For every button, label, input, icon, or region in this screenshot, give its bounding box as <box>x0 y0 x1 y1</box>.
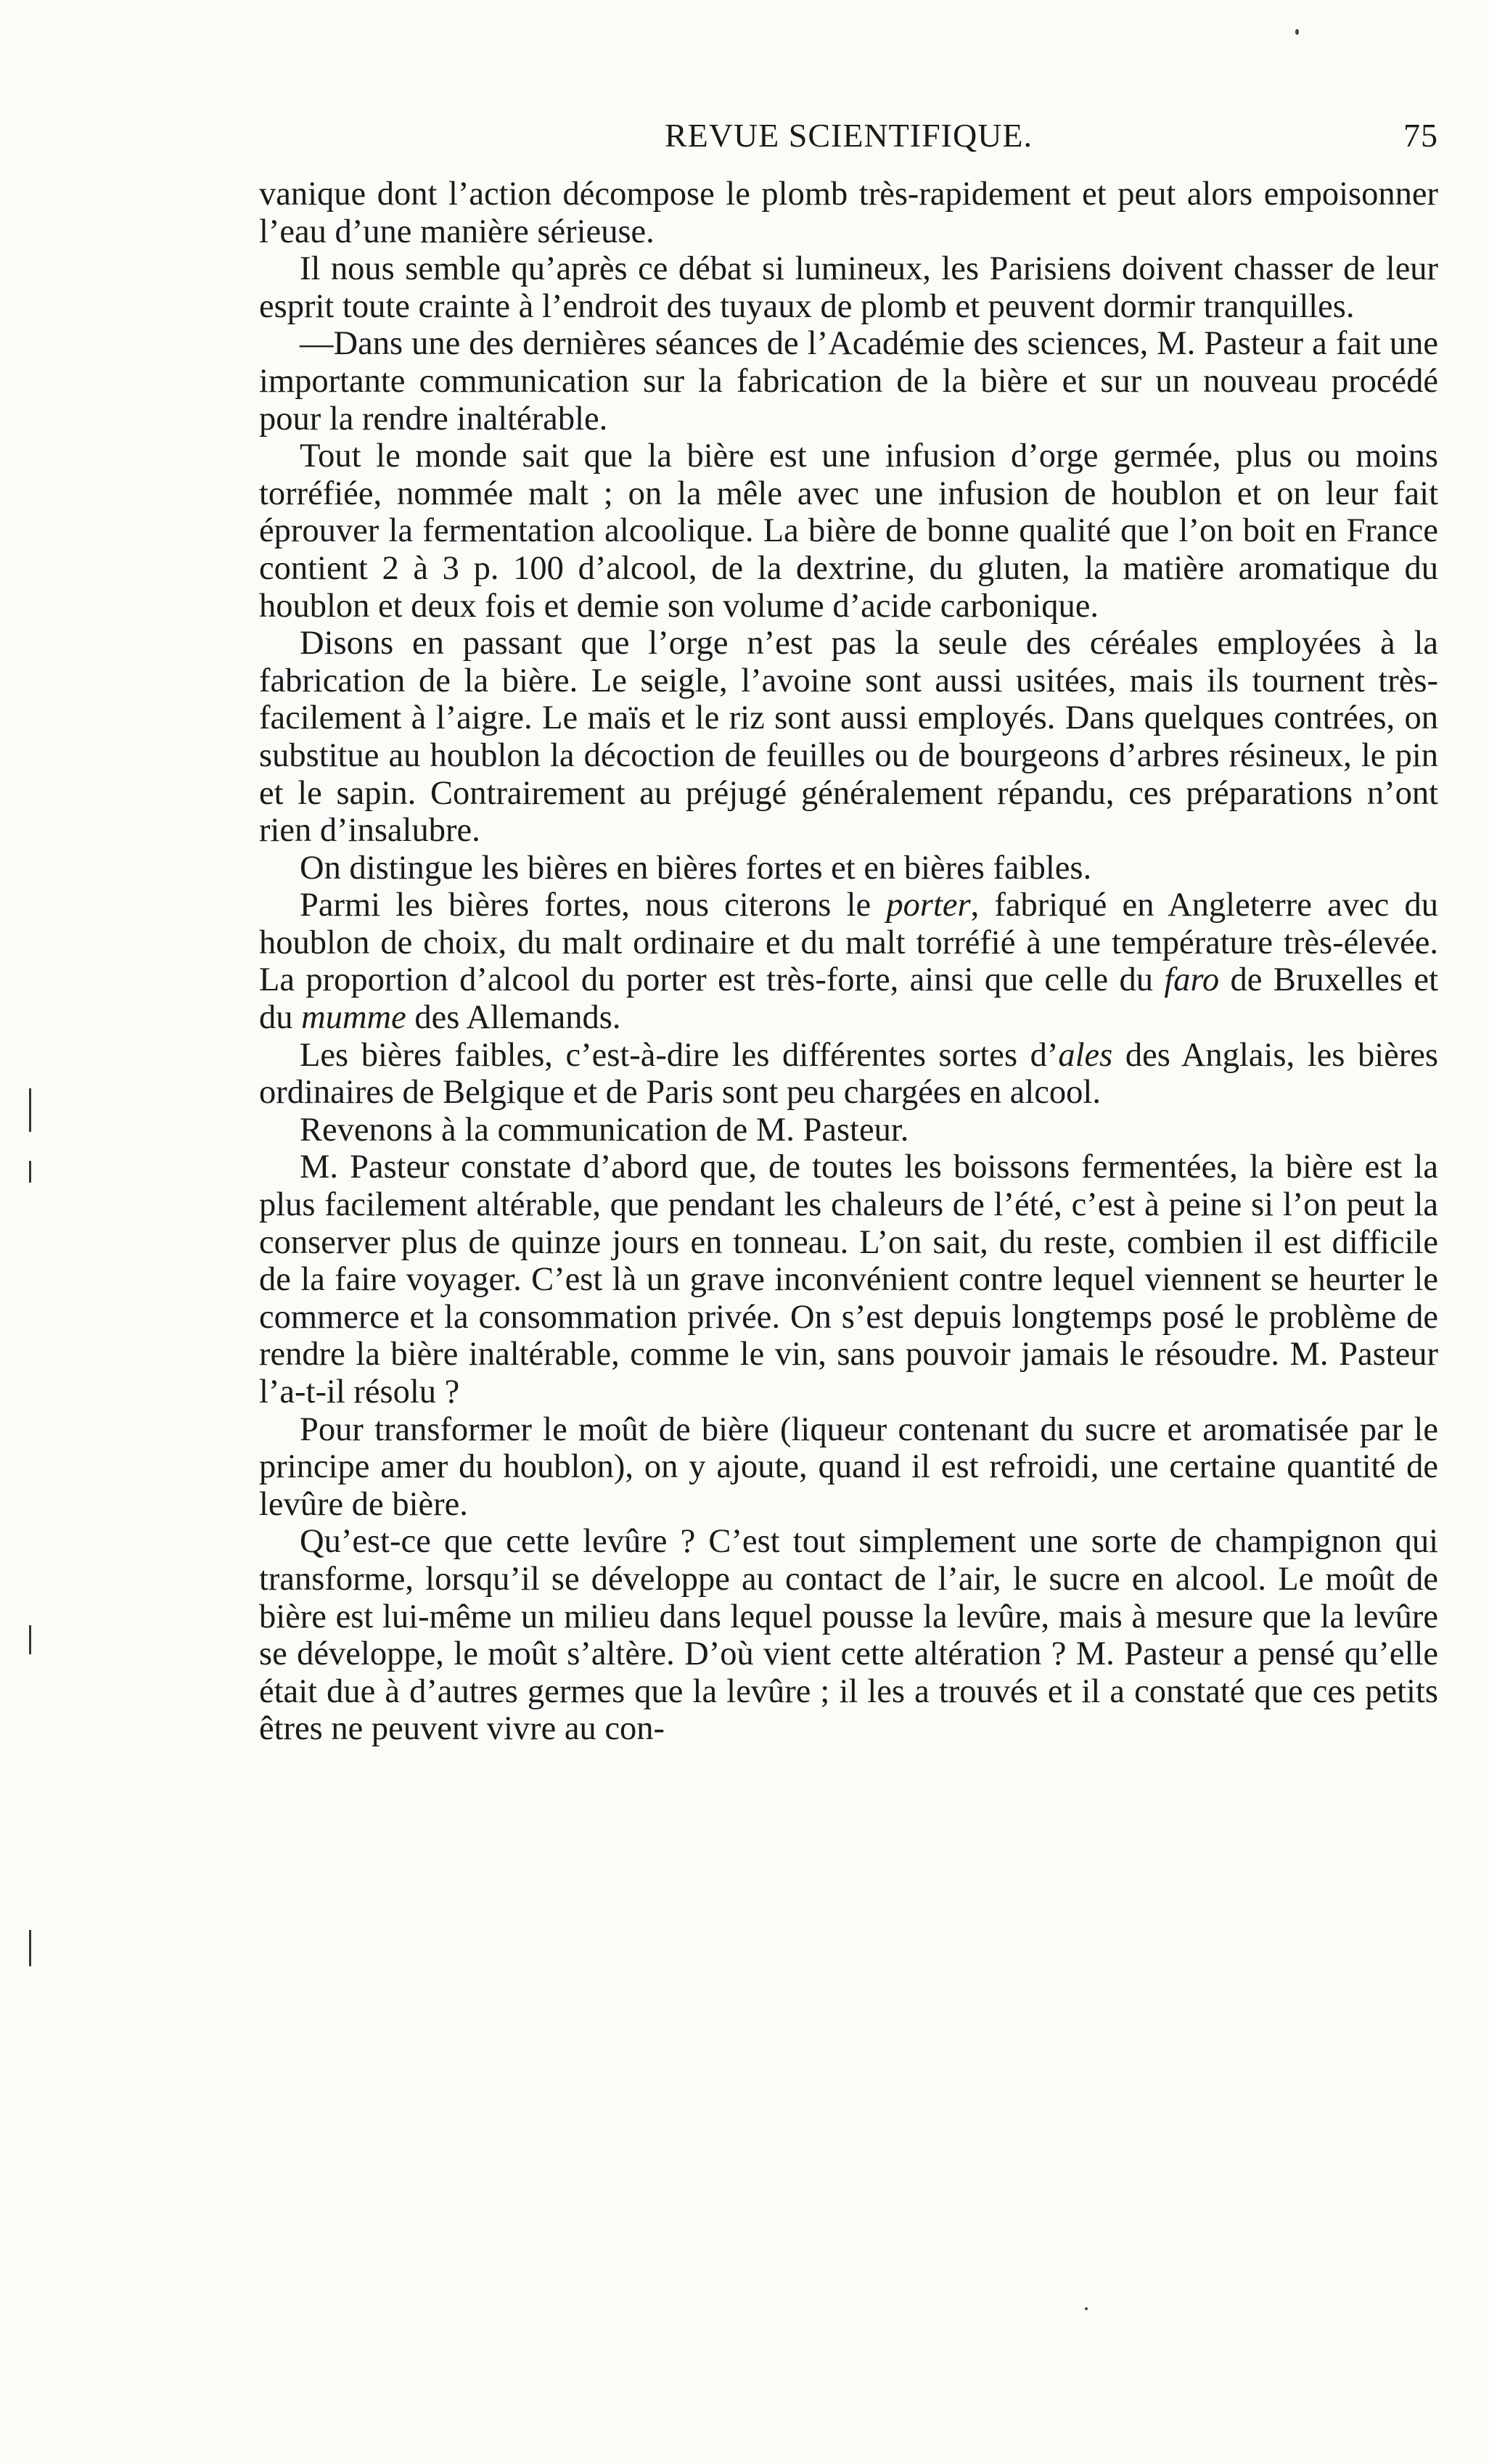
paragraph-text: Parmi les bières fortes, nous citerons le <box>300 887 887 924</box>
paragraph <box>259 850 1438 887</box>
scan-margin-mark <box>29 1930 31 1966</box>
paragraph <box>259 250 1438 325</box>
italic-term: faro <box>1164 961 1220 999</box>
paragraph-text: Disons en passant que l’orge n’est pas la seule des céréales employées à la fabrication de la bière. Le seigle, l’avoine sont aussi usitées, mais ils tournent très-facilement à l’aigre. Le maïs et le riz sont aussi employés. Dans quelques contrées, on substitue au houblon la décoction de feuilles ou de bourgeons d’arbres résineux, le pin et le sapin. Contrairement au préjugé généralement répandu, ces préparations n’ont rien d’insalubre. <box>259 625 1438 850</box>
paragraph-text: Tout le monde sait que la bière est une infusion d’orge germée, plus ou moins torréfiée, nommée malt ; on la mêle avec une infusion de houblon et on leur fait éprouver la fermentation alcoolique. La bière de bonne qualité que l’on boit en France contient 2 à 3 p. 100 d’alcool, de la dextrine, du gluten, la matière aromatique du houblon et deux fois et demie son volume d’acide carbonique. <box>259 438 1438 625</box>
paragraph-text: des Allemands. <box>406 999 621 1037</box>
paragraph-text: des Anglais, les bières ordinaires de Belgique et de Paris sont peu chargées en alcool. <box>259 1036 1438 1112</box>
page-number: 75 <box>1403 117 1438 154</box>
paragraph-text: de Bruxelles et du <box>259 961 1438 1037</box>
paragraph <box>259 625 1438 850</box>
paragraph-text: On distingue les bières en bières fortes et en bières faibles. <box>300 849 1092 887</box>
paragraph-text: M. Pasteur constate d’abord que, de toutes les boissons fermentées, la bière est la plus facilement altérable, que pendant les chaleurs de l’été, c’est à peine si l’on peut la conserver plus de quinze jours en tonneau. L’on sait, du reste, combien il est difficile de la faire voyager. C’est là un grave inconvénient contre lequel viennent se heurter le commerce et la consommation privée. On s’est depuis longtemps posé le problème de rendre la bière inaltérable, comme le vin, sans pouvoir jamais le résoudre. M. Pasteur l’a-t-il résolu ? <box>259 1149 1438 1410</box>
scan-margin-mark <box>29 1161 31 1183</box>
italic-term: porter <box>886 887 971 924</box>
paragraph <box>259 1149 1438 1410</box>
running-head <box>259 109 1438 165</box>
paragraph-text: , fabriqué en Angleterre avec du houblon de choix, du malt ordinaire et du malt torréfié à une température très-élevée. La proportion d’alcool du porter est très-forte, ainsi que celle du <box>259 887 1438 999</box>
paragraph <box>259 1523 1438 1748</box>
paragraph-text: Les bières faibles, c’est-à-dire les différentes sortes d’ <box>300 1036 1059 1074</box>
scan-speck <box>1085 2307 1088 2310</box>
document-page <box>259 109 1438 1748</box>
paragraph <box>259 176 1438 250</box>
italic-term: ales <box>1058 1036 1113 1074</box>
scan-margin-mark <box>29 1088 31 1132</box>
italic-term: mumme <box>301 999 406 1037</box>
paragraph-text: Qu’est-ce que cette levûre ? C’est tout simplement une sorte de champignon qui transforme, lorsqu’il se développe au contact de l’air, le sucre en alcool. Le moût de bière est lui-même un milieu dans lequel pousse la levûre, mais à mesure que la levûre se développe, le moût s’altère. D’où vient cette altération ? M. Pasteur a pensé qu’elle était due à d’autres germes que la levûre ; il les a trouvés et il a constaté que ces petits êtres ne peuvent vivre au con- <box>259 1523 1438 1748</box>
paragraph <box>259 325 1438 438</box>
paragraph <box>259 1112 1438 1149</box>
paragraph <box>259 1037 1438 1112</box>
paragraph-text: Pour transformer le moût de bière (liqueur contenant du sucre et aromatisée par le principe amer du houblon), on y ajoute, quand il est refroidi, une certaine quantité de levûre de bière. <box>259 1410 1438 1523</box>
article-body <box>259 176 1438 1748</box>
scan-speck <box>1295 29 1299 35</box>
journal-title: REVUE SCIENTIFIQUE. <box>664 117 1033 154</box>
scan-margin-mark <box>29 1625 31 1654</box>
paragraph-text: vanique dont l’action décompose le plomb très-rapidement et peut alors empoisonner l’eau d’une manière sérieuse. <box>259 176 1438 250</box>
paragraph-text: Revenons à la communication de M. Pasteur. <box>300 1111 909 1149</box>
paragraph <box>259 1411 1438 1524</box>
paragraph-text: Il nous semble qu’après ce débat si lumineux, les Parisiens doivent chasser de leur esprit toute crainte à l’endroit des tuyaux de plomb et peuvent dormir tranquilles. <box>259 250 1438 325</box>
paragraph <box>259 438 1438 625</box>
paragraph-text: —Dans une des dernières séances de l’Académie des sciences, M. Pasteur a fait une importante communication sur la fabrication de la bière et sur un nouveau procédé pour la rendre inaltérable. <box>259 325 1438 438</box>
paragraph <box>259 887 1438 1036</box>
